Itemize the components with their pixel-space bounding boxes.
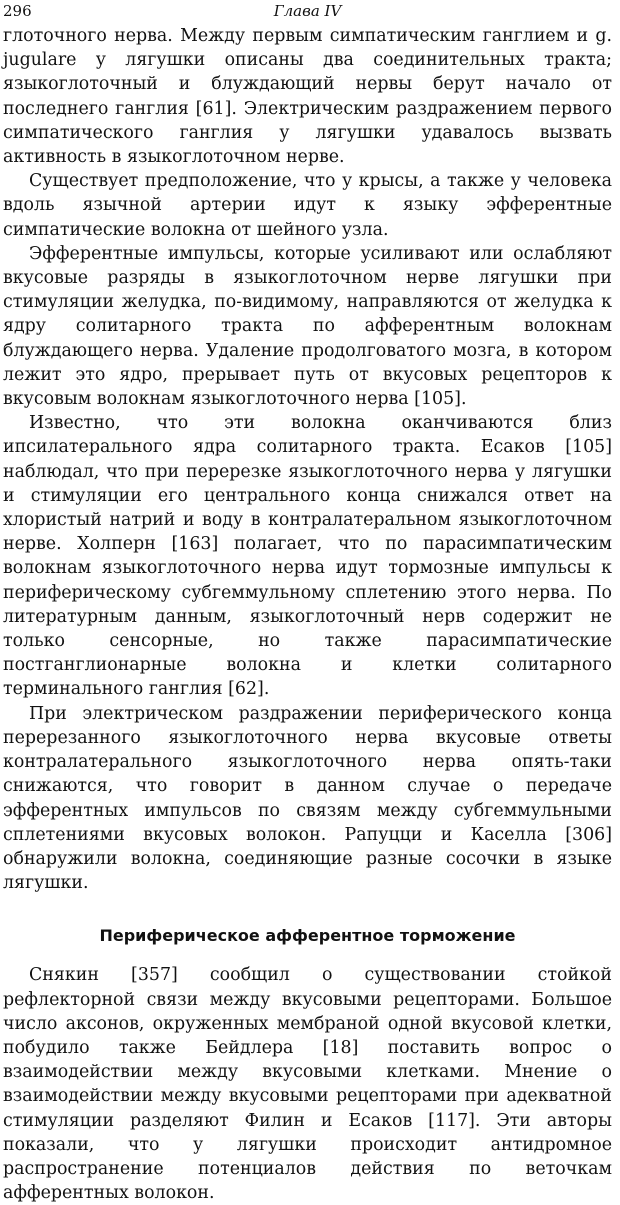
running-head bbox=[3, 0, 612, 24]
paragraph-peripheral-stimulation: При электрическом раздражении периферического конца перерезанного языкоглоточного нерва вкусовые ответы контралатерального языкоглоточного нерва опять-таки снижаются, что говорит в данном случае о передаче эфферентных импульсов по связям между субгеммульными сплетениями вкусовых волокон. Рапуцци и Каселла [306] обнаружили волокна, соединяющие разные сосочки в языке лягушки. bbox=[3, 703, 612, 894]
paragraph-efferent-impulses: Эфферентные импульсы, которые усиливают или ослабляют вкусовые разряды в языкоглоточном нерве лягушки при стимуляции желудка, по-видимому, направляются от желудка к ядру солитарного тракта по афферентным волокнам блуждающего нерва. Удаление продолговатого мозга, в котором лежит это ядро, прерывает путь от вкусовых рецепторов к вкусовым волокнам языкоглоточного нерва [105]. bbox=[3, 243, 612, 410]
paragraph-solitary-tract: Известно, что эти волокна оканчиваются близ ипсилатерального ядра солитарного тракта. Есаков [105] наблюдал, что при перерезке языкоглоточного нерва у лягушки и стимуляции его центрального конца снижался ответ на хлористый натрий и воду в контралатеральном языкоглоточном нерве. Холперн [163] полагает, что по парасимпатическим волокнам языкоглоточного нерва идут тормозные импульсы к периферическому субгеммульному сплетению этого нерва. По литературным данным, языкоглоточный нерв содержит не только сенсорные, но также парасимпатические постганглионарные волокна и клетки солитарного терминального ганглия [62]. bbox=[3, 413, 612, 700]
paragraph-continued: глоточного нерва. Между первым симпатическим ганглием и g. jugulare у лягушки описаны два соединительных тракта; языкоглоточный и блуждающий нервы берут начало от последнего ганглия [61]. Электрическим раздражением первого симпатического ганглия у лягушки удавалось вызвать активность в языкоглоточном нерве. bbox=[3, 26, 612, 168]
paragraph-reflex-connection: Снякин [357] сообщил о существовании стойкой рефлекторной связи между вкусовыми рецепторами. Большое число аксонов, окруженных мембраной одной вкусовой клетки, побудило также Бейдлера [18] поставить вопрос о взаимодействии между вкусовыми клетками. Мнение о взаимодействии между вкусовыми рецепторами при адекватной стимуляции разделяют Филин и Есаков [117]. Эти авторы показали, что у лягушки происходит антидромное распространение потенциалов действия по веточкам афферентных волокон. bbox=[3, 965, 612, 1204]
section-heading: Периферическое афферентное торможение bbox=[99, 926, 516, 946]
section-body-2 bbox=[3, 963, 612, 1205]
chapter-title: Глава IV bbox=[273, 2, 342, 20]
section-body-1 bbox=[3, 24, 612, 895]
page-number: 296 bbox=[3, 2, 32, 20]
paragraph-sympathetic-fibers: Существует предположение, что у крысы, а также у человека вдоль язычной артерии идут к языку эфферентные симпатические волокна от шейного узла. bbox=[3, 171, 612, 240]
